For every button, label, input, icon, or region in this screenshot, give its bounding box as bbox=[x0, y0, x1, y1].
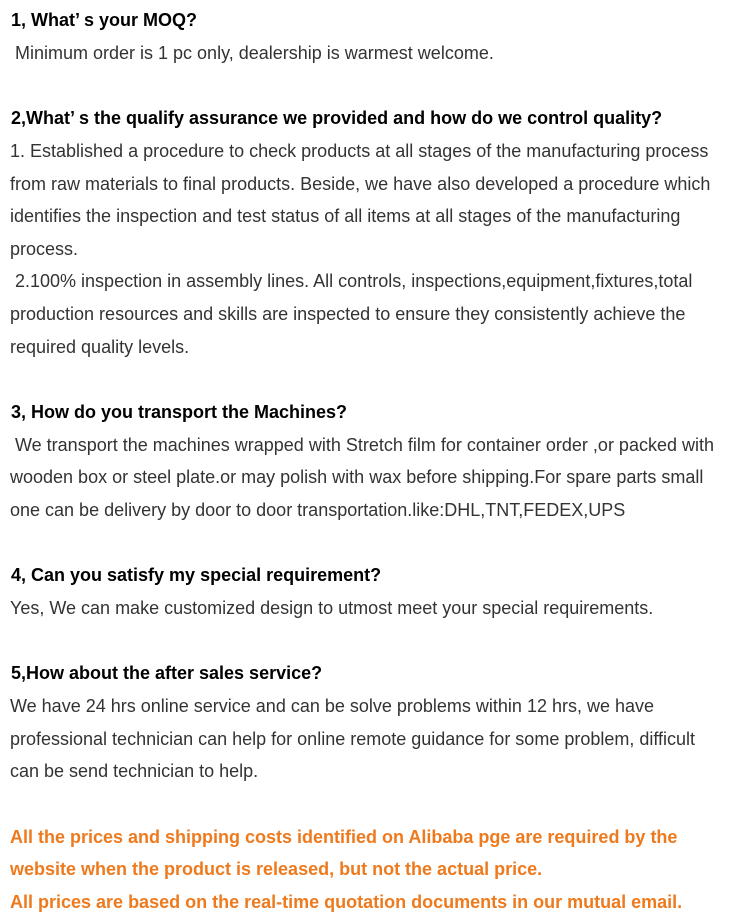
faq-answer-3-line-3: one can be delivery by door to door transportation.like:DHL,TNT,FEDEX,UPS bbox=[10, 500, 626, 520]
price-notice-line-2: website when the product is released, but not the actual price. bbox=[10, 859, 543, 879]
faq-answer-2-line-7: required quality levels. bbox=[10, 337, 190, 357]
faq-answer-2-line-6: production resources and skills are inspected to ensure they consistently achieve the bbox=[10, 304, 686, 324]
faq-answer-2-line-2: from raw materials to final products. Beside, we have also developed a procedure which bbox=[10, 174, 711, 194]
faq-answer-3-line-1: We transport the machines wrapped with Stretch film for container order ,or packed with bbox=[10, 435, 714, 455]
faq-answer-1-line-1: Minimum order is 1 pc only, dealership is warmest welcome. bbox=[10, 43, 494, 63]
faq-question-1: 1, What’ s your MOQ? bbox=[11, 10, 198, 30]
faq-answer-3-line-2: wooden box or steel plate.or may polish with wax before shipping.For spare parts small bbox=[10, 467, 704, 487]
faq-answer-5-line-2: professional technician can help for online remote guidance for some problem, difficult bbox=[10, 729, 696, 749]
price-notice-line-1: All the prices and shipping costs identified on Alibaba pge are required by the bbox=[10, 827, 678, 847]
faq-question-4: 4, Can you satisfy my special requirement? bbox=[11, 565, 382, 585]
price-notice-line-3: All prices are based on the real-time quotation documents in our mutual email. bbox=[10, 892, 683, 912]
faq-answer-2-line-1: 1. Established a procedure to check products at all stages of the manufacturing process bbox=[10, 141, 709, 161]
faq-answer-4-line-1: Yes, We can make customized design to utmost meet your special requirements. bbox=[10, 598, 654, 618]
faq-question-5: 5,How about the after sales service? bbox=[11, 663, 323, 683]
faq-answer-5-line-3: can be send technician to help. bbox=[10, 761, 259, 781]
faq-answer-2-line-4: process. bbox=[10, 239, 79, 259]
faq-answer-2-line-5: 2.100% inspection in assembly lines. All controls, inspections,equipment,fixtures,total bbox=[10, 271, 693, 291]
faq-question-3: 3, How do you transport the Machines? bbox=[11, 402, 348, 422]
faq-question-2: 2,What’ s the qualify assurance we provided and how do we control quality? bbox=[11, 108, 663, 128]
faq-answer-5-line-1: We have 24 hrs online service and can be solve problems within 12 hrs, we have bbox=[10, 696, 655, 716]
faq-answer-2-line-3: identifies the inspection and test status of all items at all stages of the manufacturing bbox=[10, 206, 681, 226]
